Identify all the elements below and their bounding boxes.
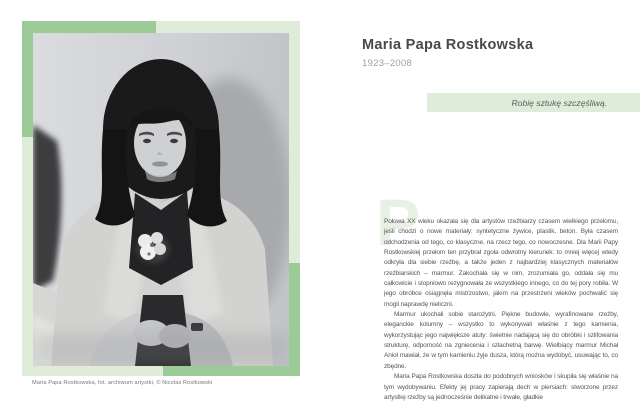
portrait-photo (33, 33, 289, 366)
body-paragraph-3: Maria Papa Rostkowska doszła do podobnych wniosków i skupiła się właśnie na tym wydobywaniu. Efekty jej pracy zapierają dech w piersiach: stworzone przez artystkę rzeźby są jednocześnie delikatne i trwałe, gładkie (384, 373, 618, 401)
body-paragraph-2: Marmur ukochali sobie starożytni. Piękne budowle, wyrafinowane rzeźby, eleganckie kolumny – wszystko to wykonywali właśnie z tego kamienia, wykorzystując jego największe atuty: świetnie nadającą się do obróbki i szlifowania strukturę, odporność na zgniecenia i szlachetną barwę. Wielbiący marmur Michał Anioł mawiał, że w tym kamieniu żyje dusza, którą można wydobyć, usuwając to, co zbędne. (384, 311, 618, 370)
watermark-initial-letter: P (376, 185, 421, 259)
biography-text (384, 217, 618, 403)
life-dates: 1923–2008 (362, 58, 413, 69)
body-paragraph-1: Połowa XX wieku okazała się dla artystów rzeźbiarzy czasem wielkiego przełomu, jeśli chodzi o nowe materiały: syntetyczne żywice, plastik, beton. Była czasem odchodzenia od tego, co klasyczne, na rzecz tego, co nowoczesne. Dla Marii Papy Rostkowskiej przełom ten przybrał zgoła odwrotny kierunek: to mniej więcej wtedy odkryła dla siebie rzeźbę, a także jeden z najbardziej klasycznych materiałów rzeźbiarskich – marmur. Zakochała się w nim, zrozumiała go, oddała się mu całkowicie i stopniowo rezygnowała ze wszystkiego innego, co do tej pory robiła. W jego obróbce osiągnęła mistrzostwo, jakim na przestrzeni wieków pochwalić się mogli naprawdę nieliczni. (384, 218, 618, 308)
page-title: Maria Papa Rostkowska (362, 37, 534, 53)
quote-band (427, 93, 640, 112)
quote-text: Robię sztukę szczęśliwą. (511, 97, 607, 108)
photo-caption: Maria Papa Rostkowska, fot. archiwum artystki, © Nicolas Rostkowski (32, 380, 213, 386)
portrait-photo-art (33, 33, 289, 366)
